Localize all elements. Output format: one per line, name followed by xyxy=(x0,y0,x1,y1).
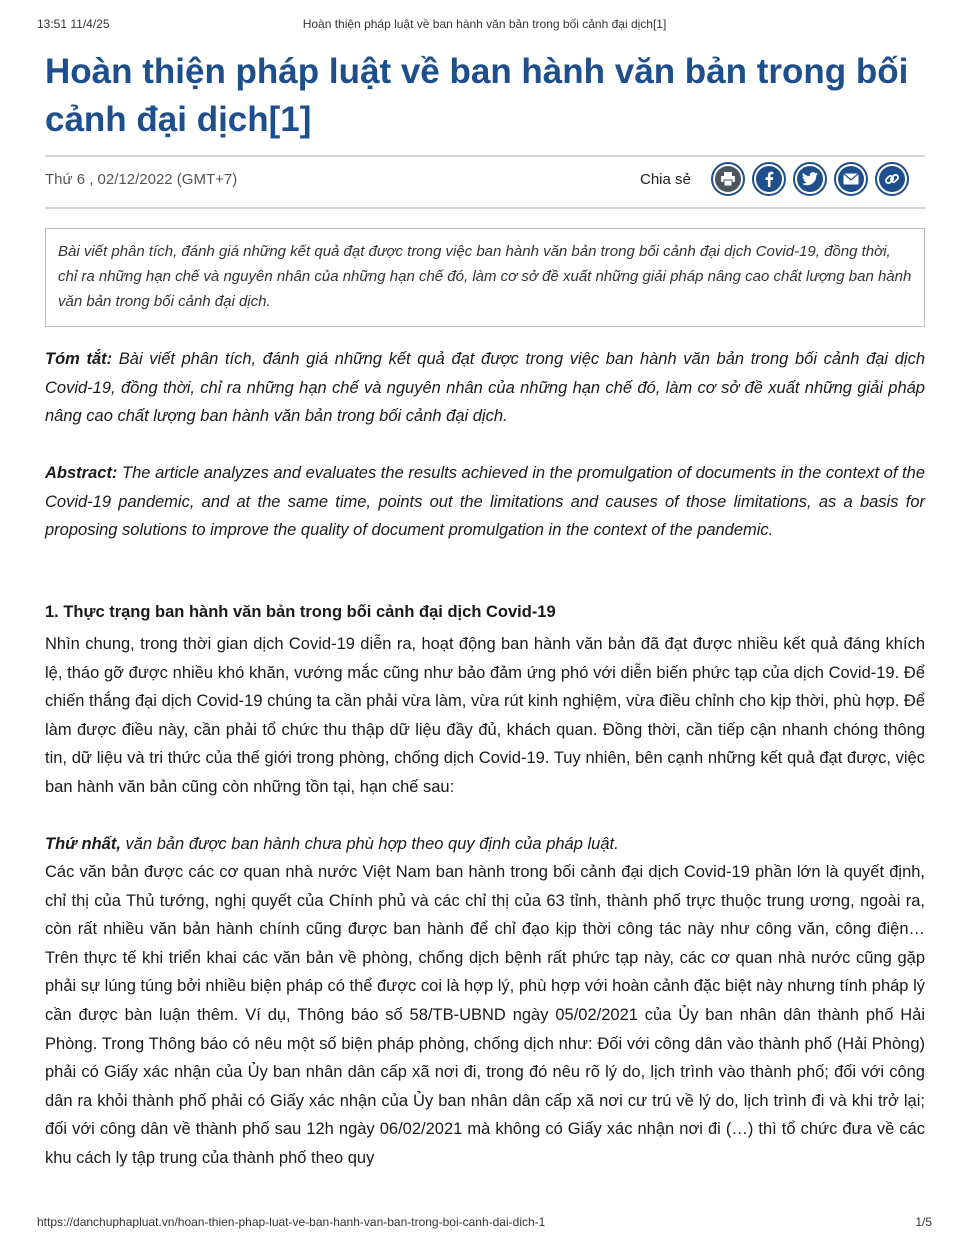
section1-paragraph-1: Nhìn chung, trong thời gian dịch Covid-19 diễn ra, hoạt động ban hành văn bản đã đạt được nhiều kết quả đáng khích lệ, tháo gỡ được nhiều khó khăn, vướng mắc cũng như bảo đảm ứng phó với diễn biến phức tạp của dịch Covid-19. Để chiến thắng đại dịch Covid-19 chúng ta cần phải vừa làm, vừa rút kinh nghiệm, vừa điều chỉnh cho kịp thời, phù hợp. Để làm được điều này, cần phải tổ chức thu thập dữ liệu đầy đủ, khách quan. Đồng thời, cần tiếp cận nhanh chóng thông tin, dữ liệu và tri thức của thế giới trong phòng, chống dịch Covid-19. Tuy nhiên, bên cạnh những kết quả đạt được, việc ban hành văn bản cũng còn những tồn tại, hạn chế sau: xyxy=(45,635,925,796)
tomtat-text: Bài viết phân tích, đánh giá những kết quả đạt được trong việc ban hành văn bản trong bối cảnh đại dịch Covid-19, đồng thời, chỉ ra những hạn chế và nguyên nhân của những hạn chế đó, làm cơ sở đề xuất những giải pháp nâng cao chất lượng ban hành văn bản trong bối cảnh đại dịch. xyxy=(45,350,926,426)
twitter-share-button[interactable] xyxy=(793,162,827,196)
section1-paragraph-2: Các văn bản được các cơ quan nhà nước Việt Nam ban hành trong bối cảnh đại dịch Covid-19 phần lớn là quyết định, chỉ thị của Thủ tướng, nghị quyết của Chính phủ và các chỉ thị của 63 tỉnh, thành phố trực thuộc trung ương, ngoài ra, còn rất nhiều văn bản hành chính cũng được ban hành để chỉ đạo kịp thời công tác này như công văn, công điện… Trên thực tế khi triển khai các văn bản về phòng, chống dịch bệnh rất phức tạp này, các cơ quan nhà nước cũng gặp phải sự lúng túng bởi nhiều biện pháp có thể được coi là hợp lý, phù hợp với hoàn cảnh đặc biệt này nhưng tính pháp lý cần được bàn luận thêm. Ví dụ, Thông báo số 58/TB-UBND ngày 05/02/2021 của Ủy ban nhân dân thành phố Hải Phòng. Trong Thông báo có nêu một số biện pháp phòng, chống dịch như: Đối với công dân vào thành phố (Hải Phòng) phải có Giấy xác nhận của Ủy ban nhân dân cấp xã nơi đi, trong đó nêu rõ lý do, lịch trình vào thành phố; đối với công dân ra khỏi thành phố phải có Giấy xác nhận của Ủy ban nhân dân cấp xã nơi cư trú về lý do, lịch trình đi và khi trở lại; đối với công dân về thành phố sau 12h ngày 06/02/2021 mà không có Giấy xác nhận nơi đi (…) thì tổ chức đưa về các khu cách ly tập trung của thành phố theo quy xyxy=(45,863,925,1167)
print-button[interactable] xyxy=(711,162,745,196)
link-icon xyxy=(879,166,905,192)
divider-top xyxy=(45,155,925,157)
print-footer xyxy=(0,1215,969,1245)
email-icon xyxy=(838,166,864,192)
print-doc-title: Hoàn thiện pháp luật về ban hành văn bản trong bối cảnh đại dịch[1] xyxy=(302,17,667,31)
copy-link-button[interactable] xyxy=(875,162,909,196)
tomtat-paragraph xyxy=(45,345,925,431)
print-url: https://danchuphapluat.vn/hoan-thien-phap-luat-ve-ban-hanh-van-ban-trong-boi-canh-dai-dich-1 xyxy=(37,1215,546,1229)
facebook-icon xyxy=(756,166,782,192)
abstract-label: Abstract: xyxy=(45,464,118,482)
first-point-paragraph xyxy=(45,830,925,859)
print-timestamp: 13:51 11/4/25 xyxy=(37,17,110,31)
article-date: Thứ 6 , 02/12/2022 (GMT+7) xyxy=(45,171,238,188)
divider-bottom xyxy=(45,207,925,209)
first-point-label: Thứ nhất, xyxy=(45,835,121,853)
section1-heading: 1. Thực trạng ban hành văn bản trong bối cảnh đại dịch Covid-19 xyxy=(45,603,556,621)
first-point-text: văn bản được ban hành chưa phù hợp theo quy định của pháp luật. xyxy=(120,835,619,853)
twitter-icon xyxy=(797,166,823,192)
article-title: Hoàn thiện pháp luật về ban hành văn bản trong bối cảnh đại dịch[1] xyxy=(45,52,909,139)
abstract-paragraph xyxy=(45,459,925,545)
article-summary-box: Bài viết phân tích, đánh giá những kết quả đạt được trong việc ban hành văn bản trong bối cảnh đại dịch Covid-19, đồng thời, chỉ ra những hạn chế và nguyên nhân của những hạn chế đó, làm cơ sở đề xuất những giải pháp nâng cao chất lượng ban hành văn bản trong bối cảnh đại dịch. xyxy=(45,228,925,327)
facebook-share-button[interactable] xyxy=(752,162,786,196)
print-header xyxy=(0,0,969,40)
email-share-button[interactable] xyxy=(834,162,868,196)
share-label: Chia sẻ xyxy=(640,171,691,188)
abstract-text: The article analyzes and evaluates the results achieved in the promulgation of documents in the context of the Covid-19 pandemic, and at the same time, points out the limitations and causes of those limitations, as a basis for proposing solutions to improve the quality of document promulgation in the context of the pandemic. xyxy=(45,464,925,540)
print-page-number: 1/5 xyxy=(915,1215,932,1229)
share-toolbar xyxy=(711,162,909,196)
tomtat-label: Tóm tắt: xyxy=(45,350,113,368)
print-icon xyxy=(715,166,741,192)
